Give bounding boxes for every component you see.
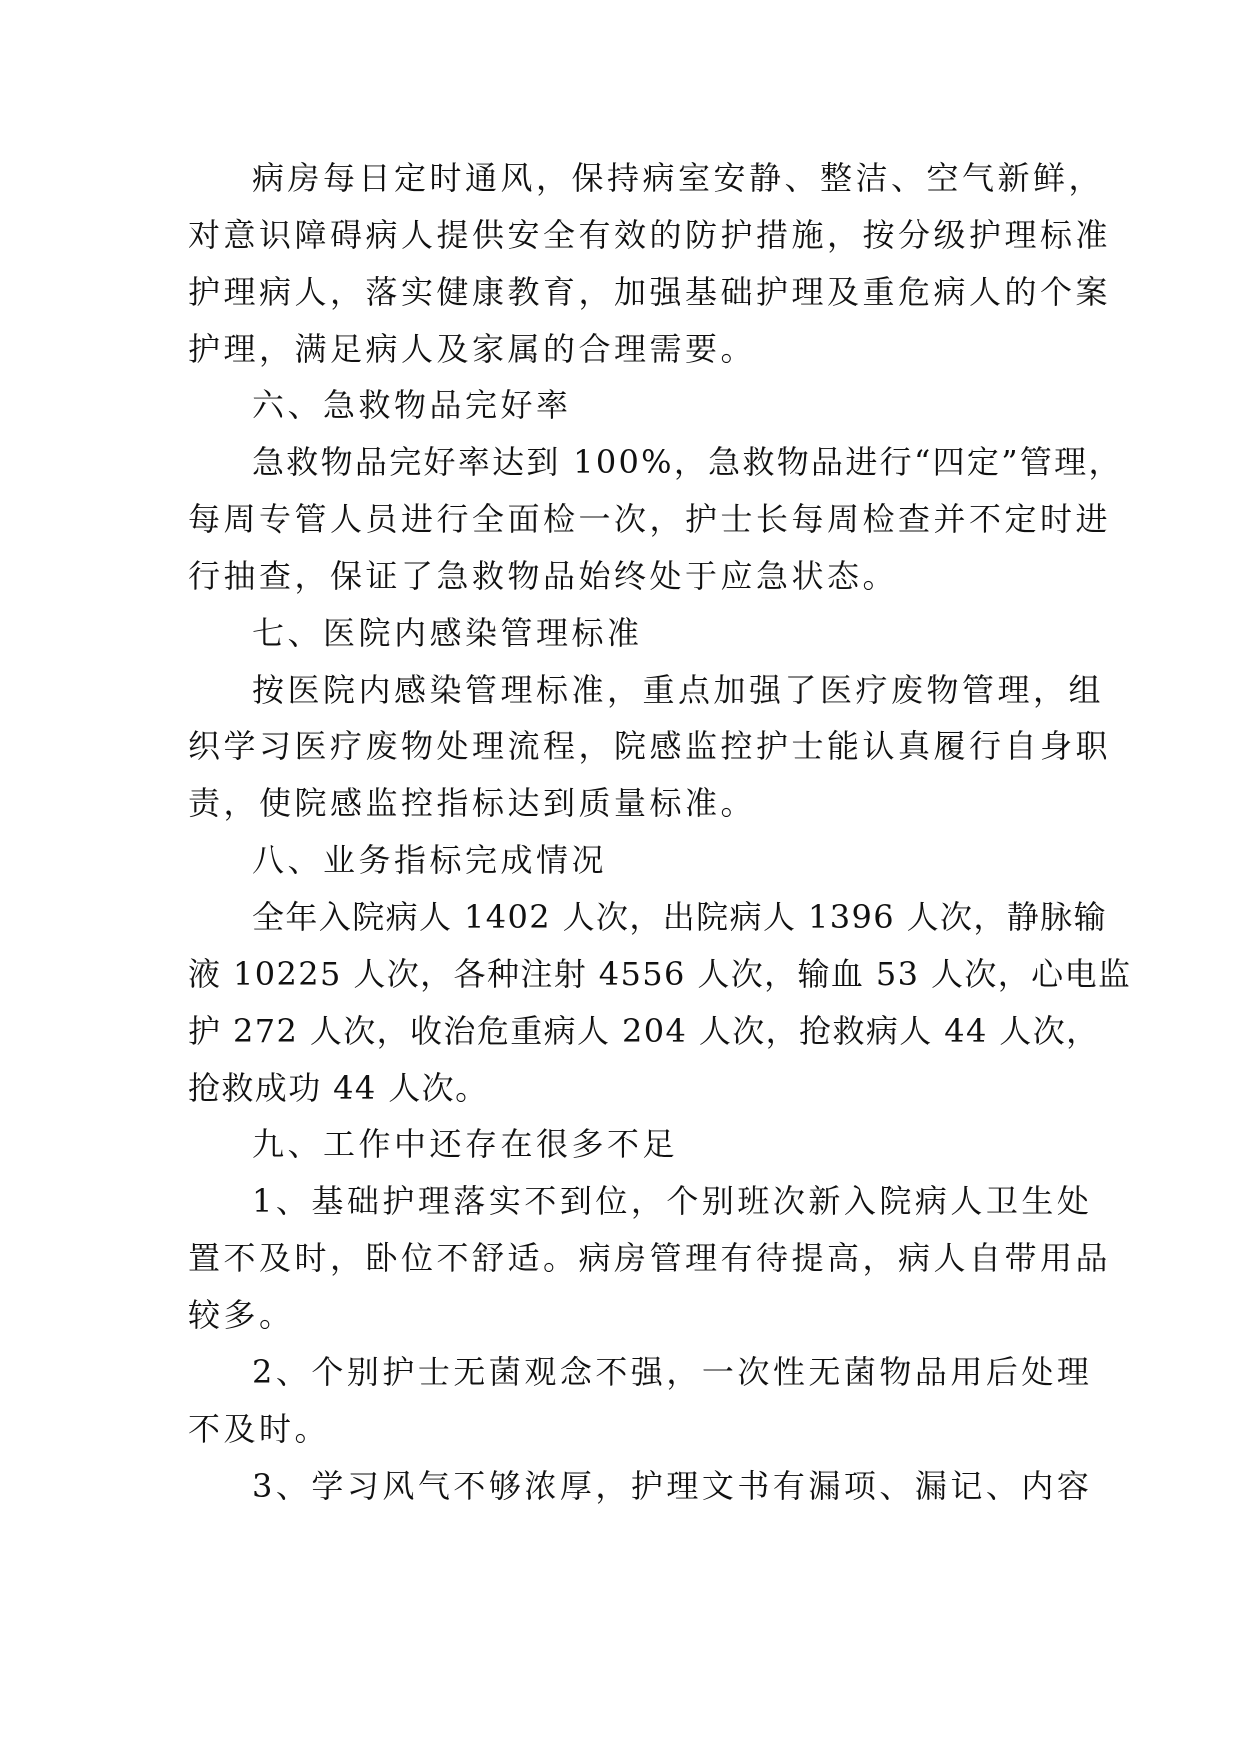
paragraph-line: 护理病人，落实健康教育，加强基础护理及重危病人的个案 (188, 273, 1112, 311)
paragraph-line: 3、学习风气不够浓厚，护理文书有漏项、漏记、内容 (252, 1467, 1093, 1505)
paragraph-line: 2、个别护士无菌观念不强，一次性无菌物品用后处理 (252, 1353, 1093, 1391)
paragraph-line: 液 10225 人次，各种注射 4556 人次，输血 53 人次，心电监 (188, 955, 1132, 993)
paragraph-line: 1、基础护理落实不到位，个别班次新入院病人卫生处 (252, 1182, 1093, 1220)
paragraph-line: 责，使院感监控指标达到质量标准。 (188, 784, 757, 822)
paragraph-line: 织学习医疗废物处理流程，院感监控护士能认真履行自身职 (188, 727, 1112, 765)
paragraph-line: 置不及时，卧位不舒适。病房管理有待提高，病人自带用品 (188, 1239, 1112, 1277)
paragraph-line: 行抽查，保证了急救物品始终处于应急状态。 (188, 557, 899, 595)
paragraph-line: 护 272 人次，收治危重病人 204 人次，抢救病人 44 人次， (188, 1012, 1100, 1050)
paragraph-line: 抢救成功 44 人次。 (188, 1069, 489, 1107)
paragraph-line: 较多。 (188, 1296, 295, 1334)
paragraph-line: 病房每日定时通风，保持病室安静、整洁、空气新鲜， (252, 159, 1105, 197)
section-heading: 七、医院内感染管理标准 (252, 614, 643, 652)
section-heading: 八、业务指标完成情况 (252, 841, 608, 879)
paragraph-line: 每周专管人员进行全面检一次，护士长每周检查并不定时进 (188, 500, 1112, 538)
paragraph-line: 护理，满足病人及家属的合理需要。 (188, 330, 757, 368)
section-heading: 六、急救物品完好率 (252, 386, 572, 424)
paragraph-line: 不及时。 (188, 1410, 331, 1448)
paragraph-line: 按医院内感染管理标准，重点加强了医疗废物管理，组 (252, 671, 1105, 709)
section-heading: 九、工作中还存在很多不足 (252, 1125, 679, 1163)
paragraph-line: 对意识障碍病人提供安全有效的防护措施，按分级护理标准 (188, 216, 1112, 254)
paragraph-line: 全年入院病人 1402 人次，出院病人 1396 人次，静脉输 (252, 898, 1107, 936)
paragraph-line: 急救物品完好率达到 100%，急救物品进行“四定”管理， (252, 443, 1123, 481)
